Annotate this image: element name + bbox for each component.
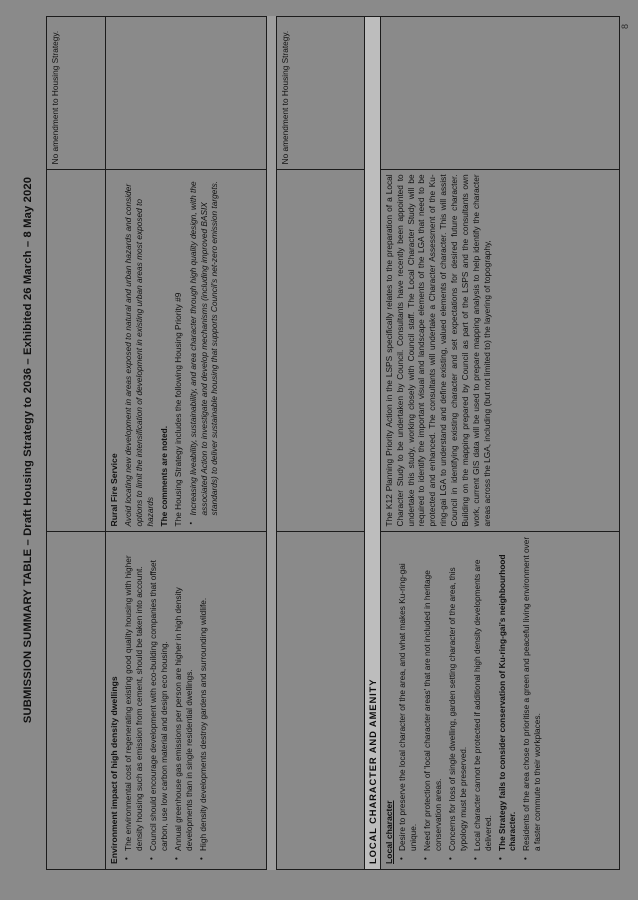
submission-table-top: [46, 16, 267, 870]
response-paragraph: The Housing Strategy includes the following Housing Priority #9: [172, 292, 183, 527]
list-item: • Concerns for loss of single dwelling, garden setting character of the area, this typology must be preserved.: [447, 536, 469, 851]
cell-response: [277, 170, 364, 532]
list-item: • High density developments destroy gardens and surrounding wildlife.: [198, 536, 209, 851]
list-item: • Desire to preserve the local character of the area, and what makes Ku-ring-gai unique.: [397, 536, 419, 851]
table-row: [105, 17, 266, 869]
table-row: [47, 17, 105, 869]
cell-recommendation: [106, 17, 266, 170]
submission-subheading: Local character: [383, 800, 394, 864]
list-item: • The environmental cost of regenerating existing good quality housing with higher density housing such as emission from cement, should be taken into account.: [123, 536, 145, 851]
page-title: SUBMISSION SUMMARY TABLE – Draft Housing Strategy to 2036 – Exhibited 26 March – 8 May 2020: [22, 176, 34, 724]
cell-submission: [47, 532, 105, 869]
response-noted-line: The comments are noted.: [158, 425, 169, 527]
submission-bullet-list: [123, 536, 209, 864]
list-item: • Annual greenhouse gas emissions per person are higher in high density developments than in single residential dwellings.: [173, 536, 195, 851]
list-item: • Residents of the area chose to prioritise a green and peaceful living environment over a faster commute to their workplaces.: [521, 536, 543, 851]
page-number: 8: [620, 24, 630, 30]
response-source-label: Rural Fire Service: [108, 453, 119, 527]
submission-table-bottom: [276, 16, 620, 870]
cell-recommendation: No amendment to Housing Strategy.: [277, 17, 364, 170]
cell-recommendation: No amendment to Housing Strategy.: [47, 17, 105, 170]
response-quote: Avoid locating new development in areas exposed to natural and urban hazards and consider options to limit the intensification of development in existing urban areas most exposed to hazards: [122, 183, 155, 527]
list-item: • The Strategy fails to consider conservation of Ku-ring-gai's neighbourhood character.: [497, 536, 519, 851]
response-sub-bullet-list: [188, 174, 221, 526]
cell-submission: [106, 532, 266, 869]
section-banner-local-character-and-amenity: LOCAL CHARACTER AND AMENITY: [365, 17, 380, 869]
list-item: • Local character cannot be protected if additional high density developments are delivered.: [472, 536, 494, 851]
page-break-gap: [267, 16, 276, 870]
list-item: • Need for protection of 'local character areas' that are not included in heritage conservation areas.: [422, 536, 444, 851]
submission-bullet-list: [397, 536, 543, 864]
cell-response: [47, 170, 105, 532]
list-item: • Council should encourage development with eco-building companies that offset carbon, use low carbon material and design eco housing.: [148, 536, 170, 851]
section-banner-row: [364, 17, 380, 869]
list-item: ▪ Increasing liveability, sustainability, and area character through high quality design, with the associated Action to investigate and develop mechanisms (including improved BASIX standards) to deliver sustainable housing that supports Council's net-zero emission targets.: [188, 174, 221, 515]
cell-response: [381, 170, 619, 532]
cell-submission: [381, 532, 619, 869]
cell-recommendation: [381, 17, 619, 170]
table-row: [277, 17, 364, 869]
table-row: [380, 17, 619, 869]
cell-submission: [277, 532, 364, 869]
submission-heading: Environment impact of high density dwellings: [108, 676, 119, 864]
cell-response: [106, 170, 266, 532]
response-paragraph: The K12 Planning Priority Action in the LSPS specifically relates to the preparation of a Local Character Study to be undertaken by Council. Consultants have recently been appointed to undertake this study, working closely with Council staff. The Local Character Study will be required to identify the important visual and landscape elements of the LGA that need to be protected and enhanced. The consultants will undertake a Character Assessment of the Ku-ring-gai LGA to understand and define existing, valued elements of character. This will assist Council in identifying existing character and set expectations for desired future character. Building on the mapping prepared by Council as part of the LSPS and the consultants own work, current GIS data will be used to prepare mapping analysis to help identify the character areas across the LGA, including (but not limited to) the layering of topography,: [383, 174, 493, 527]
